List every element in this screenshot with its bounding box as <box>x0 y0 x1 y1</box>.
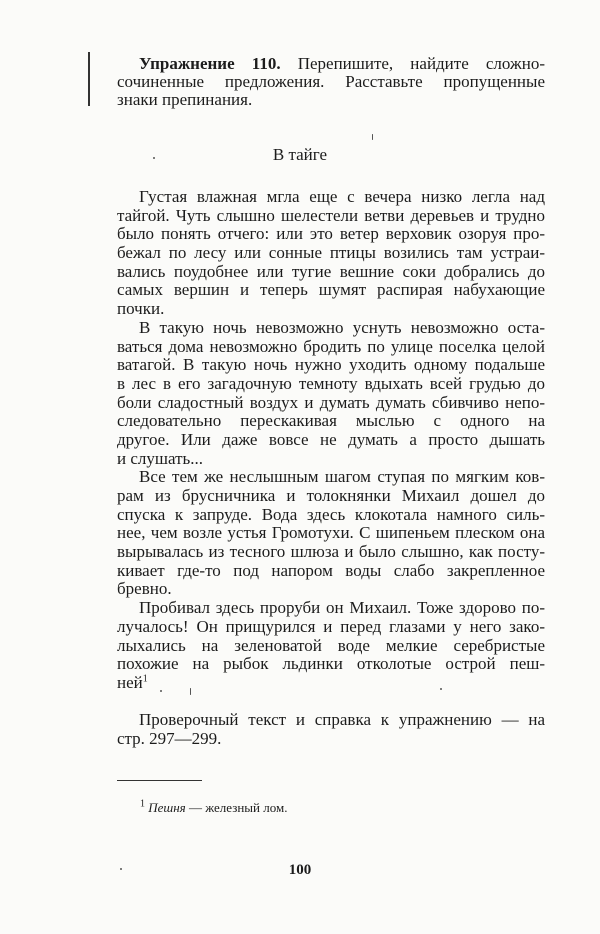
text-line: Густая влажная мгла еще с вечера низко легла над <box>139 187 545 206</box>
text-line: и слушать... <box>117 448 204 468</box>
text-line: ватагой. В такую ночь нужно уходить одному подальше <box>117 355 545 375</box>
text-line: в лес в его загадочную темноту вдыхать всей грудью до <box>117 373 545 393</box>
text-line: тайгой. Чуть слышно шелестели ветви деревьев и трудно <box>117 205 545 225</box>
scan-speck <box>120 868 122 870</box>
paragraph <box>117 188 545 319</box>
footnote-ref: 1 <box>142 673 148 685</box>
check-text-note: Проверочный текст и справка к упражнению — на стр. 297—299. <box>117 710 545 748</box>
text-fragment: ней <box>117 672 143 692</box>
text-line: нее, чем возле устья Громотухи. С шипеньем плеском она <box>117 523 545 543</box>
scan-speck <box>160 690 162 692</box>
text-line: лучалось! Он прищурился и перед глазами у него зако- <box>117 616 545 636</box>
footnote: $^1$ Пешня — железный лом. <box>140 798 288 815</box>
exercise-instruction: Упражнение 110. Перепишите, найдите сложно- сочиненные предложения. Расставьте пропущенные знаки препинания. <box>117 54 545 109</box>
paragraph <box>117 599 545 692</box>
text-line: боли сладостный воздух и думать думать сбивчиво непо- <box>117 392 545 412</box>
text-line: вырывалась из тесного шлюза и было слышно, как посту- <box>117 542 545 562</box>
scan-speck <box>153 157 155 159</box>
scan-speck <box>372 134 373 140</box>
footnote-rule <box>117 780 202 781</box>
text-line: лыхались на зеленоватой воде мелкие серебристые <box>117 635 545 655</box>
margin-bar <box>88 52 90 106</box>
text-line: следовательно перескакивая мыслью с одного на <box>117 411 545 431</box>
page-number: 100 <box>288 862 312 878</box>
text-line: В такую ночь невозможно уснуть невозможно оста- <box>139 317 545 337</box>
text-line: ваться дома невозможно бродить по улице поселка целой <box>117 336 545 356</box>
text-line: было понять отчего: или это ветер верховик озоруя про- <box>117 224 545 244</box>
scan-speck <box>440 688 442 690</box>
scan-speck <box>190 688 191 695</box>
text-line: похожие на рыбок льдинки отколотые острой пеш- <box>117 654 545 674</box>
text-line <box>117 674 545 693</box>
text-line: Пробивал здесь проруби он Михаил. Тоже здорово по- <box>139 598 545 618</box>
text-line: кивает где-то под напором воды слабо закрепленное <box>117 560 545 580</box>
text-line: бежал по лесу или сонные птицы возились там устраи- <box>117 243 545 263</box>
text-line: бревно. <box>117 579 172 599</box>
text-line: рам из брусничника и толокнянки Михаил дошел до <box>117 486 545 505</box>
text-line: вались поудобнее или тугие вешние соки добрались до <box>117 261 545 281</box>
exercise-text <box>117 188 545 693</box>
paragraph <box>117 468 545 599</box>
exercise-label: Упражнение 110. <box>139 54 281 73</box>
text-line: самых вершин и теперь шумят распирая набухающие <box>117 280 545 300</box>
text-line: спуска к запруде. Вода здесь клокотала намного силь- <box>117 504 545 524</box>
text-line: Все тем же неслышным шагом ступая по мягким ков- <box>139 467 545 487</box>
text-title: В тайге <box>272 145 328 164</box>
text-line: другое. Или даже вовсе не думать а просто дышать <box>117 429 545 449</box>
paragraph <box>117 319 545 469</box>
text-line: почки. <box>117 299 165 319</box>
